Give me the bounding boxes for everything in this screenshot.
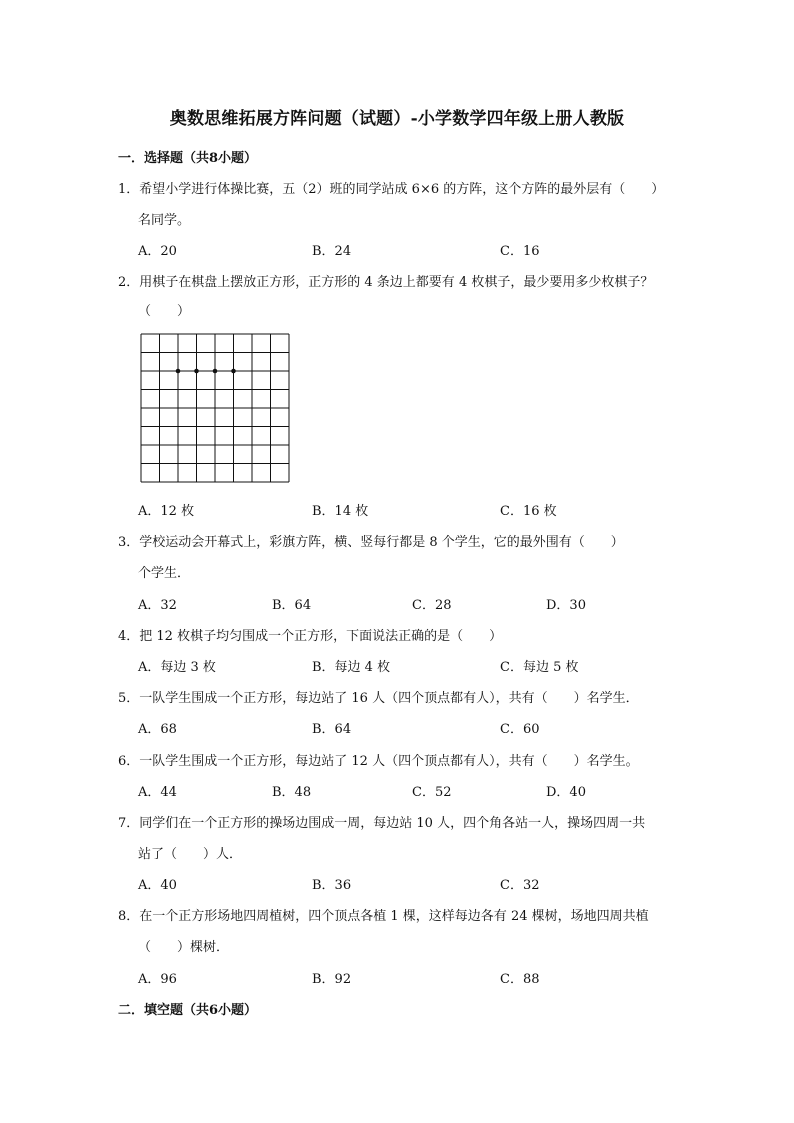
question-2-text: 2．用棋子在棋盘上摆放正方形，正方形的 4 条边上都要有 4 枚棋子，最少要用多少枚棋子？ bbox=[118, 275, 654, 290]
question-4-option-a[interactable]: A．每边 3 枚 bbox=[138, 660, 216, 675]
question-1-option-c[interactable]: C．16 bbox=[500, 244, 540, 259]
question-1-text: 1．希望小学进行体操比赛，五（2）班的同学站成 6×6 的方阵，这个方阵的最外层有（ ） bbox=[118, 182, 665, 197]
section-heading-fill-in: 二．填空题（共6小题） bbox=[118, 1003, 258, 1018]
page-title: 奥数思维拓展方阵问题（试题）-小学数学四年级上册人教版 bbox=[169, 109, 625, 129]
question-3-option-b[interactable]: B．64 bbox=[272, 598, 312, 613]
question-2-text-cont: （ ） bbox=[138, 304, 191, 319]
question-8-text: 8．在一个正方形场地四周植树，四个顶点各植 1 棵，这样每边各有 24 棵树，场地四周共植 bbox=[118, 909, 649, 924]
chess-stone bbox=[194, 369, 199, 374]
question-3-option-d[interactable]: D．30 bbox=[546, 598, 586, 613]
question-8-option-c[interactable]: C．88 bbox=[500, 972, 540, 987]
question-3-option-c[interactable]: C．28 bbox=[412, 598, 452, 613]
grid-lines bbox=[141, 334, 289, 482]
question-5-option-c[interactable]: C．60 bbox=[500, 722, 540, 737]
question-5-option-b[interactable]: B．64 bbox=[312, 722, 352, 737]
question-8-option-a[interactable]: A．96 bbox=[138, 972, 177, 987]
question-2-option-b[interactable]: B．14 枚 bbox=[312, 504, 369, 519]
chessboard-grid bbox=[140, 333, 292, 485]
question-5-option-a[interactable]: A．68 bbox=[138, 722, 177, 737]
question-7-text: 7．同学们在一个正方形的操场边围成一周，每边站 10 人，四个角各站一人，操场四周一共 bbox=[118, 816, 646, 831]
question-2-option-c[interactable]: C．16 枚 bbox=[500, 504, 557, 519]
question-1-text-cont: 名同学。 bbox=[138, 213, 191, 228]
chess-stone bbox=[176, 369, 181, 374]
question-8-option-b[interactable]: B．92 bbox=[312, 972, 352, 987]
question-2-option-a[interactable]: A．12 枚 bbox=[138, 504, 195, 519]
question-5-text: 5．一队学生围成一个正方形，每边站了 16 人（四个顶点都有人），共有（ ）名学生． bbox=[118, 691, 639, 706]
question-3-text-cont: 个学生． bbox=[138, 566, 191, 581]
question-7-text-cont: 站了（ ）人． bbox=[138, 847, 243, 862]
question-6-option-a[interactable]: A．44 bbox=[138, 785, 177, 800]
question-3-option-a[interactable]: A．32 bbox=[138, 598, 177, 613]
question-7-option-a[interactable]: A．40 bbox=[138, 878, 177, 893]
question-7-option-b[interactable]: B．36 bbox=[312, 878, 352, 893]
question-6-option-d[interactable]: D．40 bbox=[546, 785, 586, 800]
chess-stone bbox=[231, 369, 236, 374]
question-4-option-b[interactable]: B．每边 4 枚 bbox=[312, 660, 391, 675]
question-1-option-b[interactable]: B．24 bbox=[312, 244, 352, 259]
question-3-text: 3．学校运动会开幕式上，彩旗方阵，横、竖每行都是 8 个学生，它的最外围有（ ） bbox=[118, 535, 624, 550]
question-7-option-c[interactable]: C．32 bbox=[500, 878, 540, 893]
chess-stone bbox=[213, 369, 218, 374]
question-6-text: 6．一队学生围成一个正方形，每边站了 12 人（四个顶点都有人），共有（ ）名学生。 bbox=[118, 754, 639, 769]
section-heading-choice: 一．选择题（共8小题） bbox=[118, 151, 258, 166]
question-4-text: 4．把 12 枚棋子均匀围成一个正方形，下面说法正确的是（ ） bbox=[118, 629, 503, 644]
question-1-option-a[interactable]: A．20 bbox=[138, 244, 177, 259]
question-6-option-c[interactable]: C．52 bbox=[412, 785, 452, 800]
question-8-text-cont: （ ）棵树． bbox=[138, 940, 230, 955]
question-4-option-c[interactable]: C．每边 5 枚 bbox=[500, 660, 579, 675]
question-6-option-b[interactable]: B．48 bbox=[272, 785, 312, 800]
